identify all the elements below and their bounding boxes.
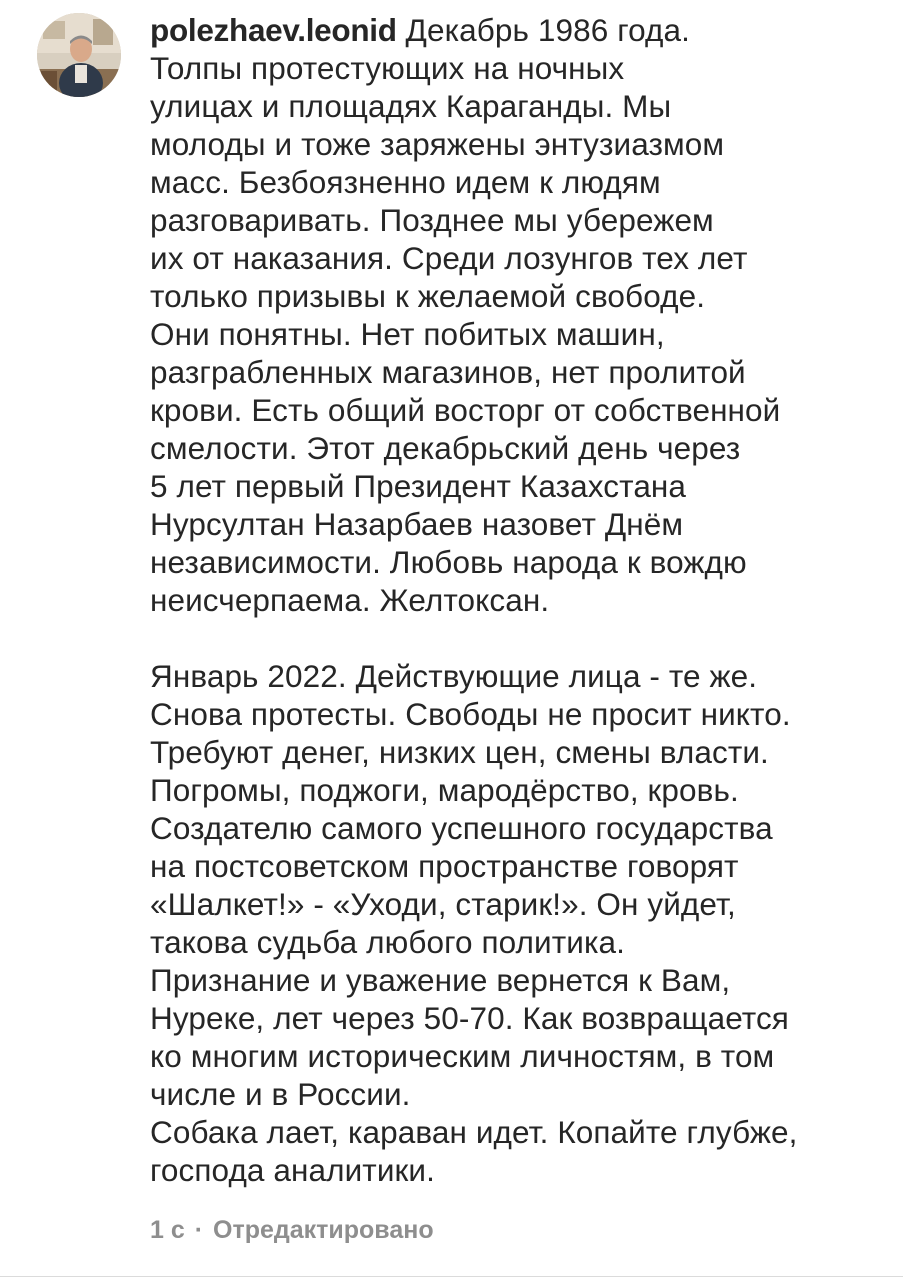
comment-line: только призывы к желаемой свободе. [150, 278, 706, 314]
edited-label: Отредактировано [213, 1216, 434, 1244]
comment-line: Нурсултан Назарбаев назовет Днём [150, 506, 684, 542]
comment-line: Снова протесты. Свободы не просит никто. [150, 696, 791, 732]
comment-meta [150, 1214, 434, 1246]
comment-line: Нуреке, лет через 50-70. Как возвращается [150, 1000, 789, 1036]
comment-line: улицах и площадях Караганды. Мы [150, 88, 672, 124]
comment-line: разграбленных магазинов, нет пролитой [150, 354, 746, 390]
comment-line: неисчерпаема. Желтоксан. [150, 582, 550, 618]
meta-separator: · [194, 1216, 204, 1244]
comment-line: «Шалкет!» - «Уходи, старик!». Он уйдет, [150, 886, 736, 922]
comment-line: ко многим историческим личностям, в том [150, 1038, 775, 1074]
comment-line: числе и в России. [150, 1076, 411, 1112]
comment-line: крови. Есть общий восторг от собственной [150, 392, 781, 428]
comment-line: 5 лет первый Президент Казахстана [150, 468, 687, 504]
user-avatar[interactable] [37, 13, 121, 97]
comment-line: Погромы, поджоги, мародёрство, кровь. [150, 772, 739, 808]
comment-line-text: Декабрь 1986 года. [405, 12, 691, 48]
comment-line: Требуют денег, низких цен, смены власти. [150, 734, 769, 770]
comment-line: господа аналитики. [150, 1152, 435, 1188]
comment-line: такова судьба любого политика. [150, 924, 625, 960]
comment-line: независимости. Любовь народа к вождю [150, 544, 747, 580]
comment-line: их от наказания. Среди лозунгов тех лет [150, 240, 748, 276]
comment-line: разговаривать. Позднее мы убережем [150, 202, 714, 238]
comment-text [150, 11, 890, 1189]
comment-line: Собака лает, караван идет. Копайте глубже, [150, 1114, 798, 1150]
comment-line: Они понятны. Нет побитых машин, [150, 316, 665, 352]
comment-line: на постсоветском пространстве говорят [150, 848, 739, 884]
avatar-photo-icon [37, 13, 121, 97]
comment-line: Создателю самого успешного государства [150, 810, 773, 846]
username-link[interactable]: polezhaev.leonid [150, 12, 397, 48]
comment-timestamp[interactable]: 1 с [150, 1216, 185, 1244]
comment-line: Толпы протестующих на ночных [150, 50, 625, 86]
comment-line: Январь 2022. Действующие лица - те же. [150, 658, 758, 694]
divider [0, 1276, 903, 1277]
comment-line: масс. Безбоязненно идем к людям [150, 164, 661, 200]
comment-line: смелости. Этот декабрьский день через [150, 430, 741, 466]
paragraph-break [150, 619, 890, 657]
comment-line: Признание и уважение вернется к Вам, [150, 962, 731, 998]
comment-line [150, 11, 890, 49]
comment-line: молоды и тоже заряжены энтузиазмом [150, 126, 725, 162]
